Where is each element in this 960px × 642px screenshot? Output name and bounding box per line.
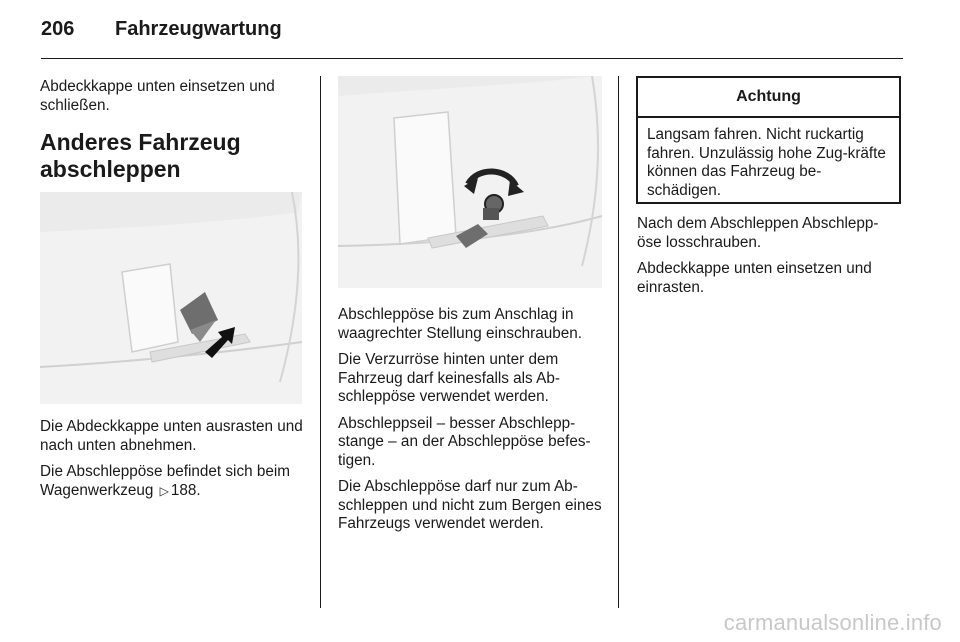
figure-remove-cover <box>40 192 302 404</box>
column-1 <box>40 78 305 183</box>
paragraph: Die Abschleppöse darf nur zum Ab-schleppen und nicht zum Bergen eines Fahrzeugs verwendet werden. <box>338 478 602 532</box>
paragraph: Die Abdeckkappe unten ausrasten und nach unten abnehmen. <box>40 418 303 454</box>
paragraph: Abdeckkappe unten einsetzen und schließen. <box>40 78 275 114</box>
column-divider-1 <box>320 76 321 608</box>
paragraph: Nach dem Abschleppen Abschlepp-öse losschrauben. <box>637 215 879 251</box>
page-number: 206 <box>41 18 75 40</box>
warning-box <box>636 76 901 204</box>
column-1-lower <box>40 418 305 508</box>
warning-text: Langsam fahren. Nicht ruckartig fahren. Unzulässig hohe Zug-kräfte können das Fahrzeug be-schädigen. <box>647 126 886 199</box>
page-reference: 188. <box>170 481 201 499</box>
page-reference-icon: ▷ <box>159 483 169 498</box>
paragraph: Abschleppöse bis zum Anschlag in waagrechter Stellung einschrauben. <box>338 306 583 342</box>
column-divider-2 <box>618 76 619 608</box>
figure-screw-in-eye <box>338 76 602 288</box>
column-3 <box>637 215 902 305</box>
paragraph: Abdeckkappe unten einsetzen und einrasten. <box>637 260 872 296</box>
column-2 <box>338 306 608 542</box>
section-title: Fahrzeugwartung <box>115 18 282 40</box>
paragraph <box>40 463 305 500</box>
watermark: carmanualsonline.info <box>723 610 942 635</box>
paragraph: Die Verzurröse hinten unter dem Fahrzeug darf keinesfalls als Ab-schleppöse verwendet werden. <box>338 351 560 405</box>
header-rule <box>41 58 903 59</box>
paragraph-text: Die Abschleppöse befindet sich beim Wagenwerkzeug <box>40 463 291 499</box>
page-header <box>41 18 901 48</box>
section-heading: Anderes Fahrzeug abschleppen <box>40 129 241 182</box>
warning-title: Achtung <box>638 78 899 118</box>
paragraph: Abschleppseil – besser Abschlepp-stange – an der Abschleppöse befes-tigen. <box>338 414 591 469</box>
